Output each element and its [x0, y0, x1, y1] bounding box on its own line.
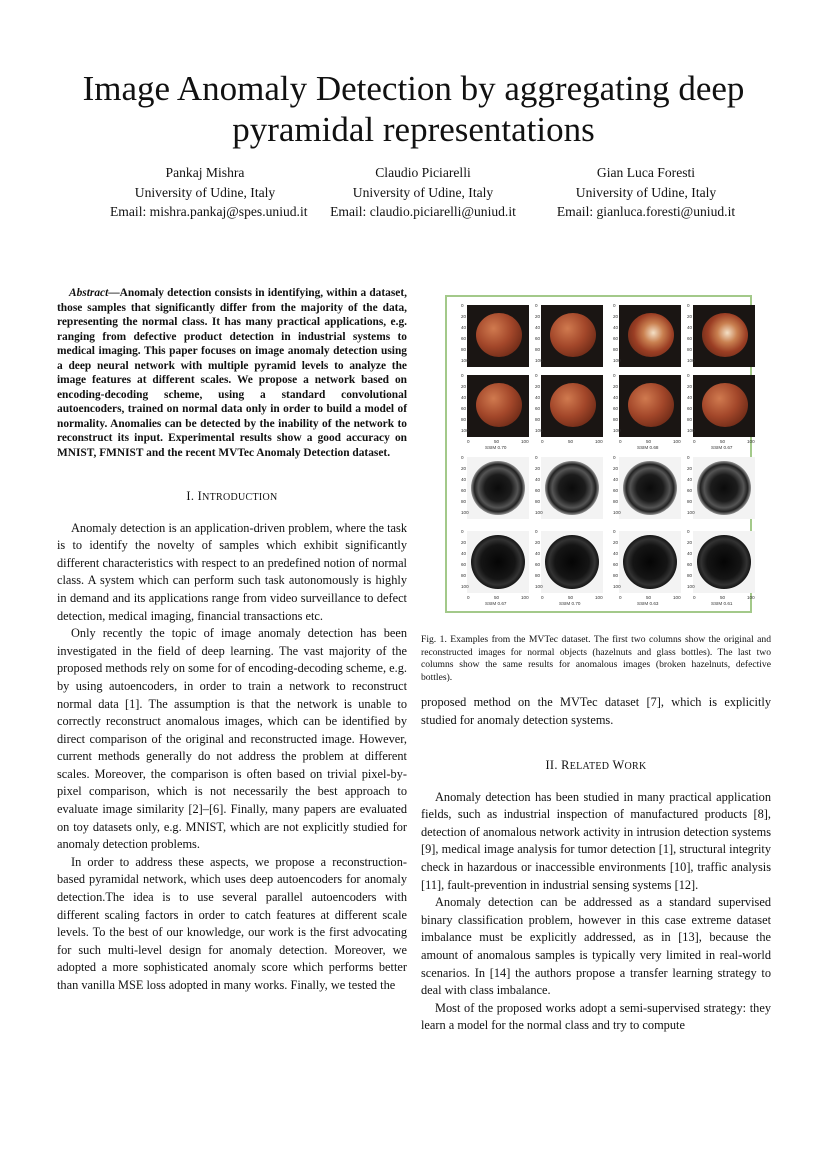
axis-tick-label: 80 — [535, 573, 541, 578]
axis-tick-label: 100 — [595, 595, 603, 600]
axis-tick-label: 40 — [535, 395, 541, 400]
axis-tick-label: 20 — [613, 466, 619, 471]
thumbnail-content — [702, 313, 748, 357]
figure-1-image — [445, 295, 755, 613]
axis-tick-label: 100 — [687, 428, 695, 433]
axis-tick-label: 100 — [687, 584, 695, 589]
ssim-label: SSIM 0.67 — [711, 445, 733, 450]
related-paragraph-2: Anomaly detection can be addressed as a standard supervised binary classification problem, however in this case extreme dataset imbalance must be explicitly addressed, as in [13], because the amount of anomalous samples is typically very limited in real-world scenarios. In [14] the authors propose a transfer learning strategy to deal with class imbalance. — [421, 895, 771, 998]
section-heading-introduction: I. INTRODUCTION — [186, 488, 278, 503]
thumbnail-content — [628, 383, 674, 427]
axis-tick-label: 60 — [535, 406, 541, 411]
figure-thumbnail — [619, 305, 681, 367]
ssim-label: SSIM 0.70 — [559, 601, 581, 606]
thumbnail-content — [550, 313, 596, 357]
axis-tick-label: 60 — [687, 336, 693, 341]
ssim-label: SSIM 0.68 — [637, 445, 659, 450]
axis-tick-label: 20 — [535, 314, 541, 319]
axis-tick-label: 80 — [613, 573, 619, 578]
figure-thumbnail — [467, 457, 529, 519]
axis-tick-label: 60 — [613, 562, 619, 567]
figure-thumbnail — [541, 305, 603, 367]
axis-tick-label: 0 — [619, 439, 622, 444]
axis-tick-label: 80 — [687, 417, 693, 422]
axis-tick-label: 0 — [613, 529, 616, 534]
axis-tick-label: 80 — [613, 499, 619, 504]
axis-tick-label: 40 — [535, 477, 541, 482]
thumbnail-content — [623, 535, 677, 589]
axis-tick-label: 0 — [535, 455, 538, 460]
axis-tick-label: 80 — [687, 499, 693, 504]
axis-tick-label: 100 — [461, 358, 469, 363]
axis-tick-label: 100 — [535, 428, 543, 433]
axis-tick-label: 0 — [461, 303, 464, 308]
figure-thumbnail — [541, 375, 603, 437]
author-block-2 — [320, 163, 526, 222]
axis-tick-label: 100 — [687, 510, 695, 515]
thumbnail-content — [545, 461, 599, 515]
axis-tick-label: 100 — [535, 510, 543, 515]
axis-tick-label: 20 — [461, 540, 467, 545]
author-email: Email: gianluca.foresti@uniud.it — [556, 204, 736, 219]
thumbnail-content — [471, 535, 525, 589]
author-email: Email: claudio.piciarelli@uniud.it — [330, 204, 516, 219]
axis-tick-label: 60 — [461, 562, 467, 567]
axis-tick-label: 100 — [613, 358, 621, 363]
author-affiliation: University of Udine, Italy — [575, 184, 717, 200]
axis-tick-label: 20 — [613, 384, 619, 389]
figure-thumbnail — [467, 305, 529, 367]
axis-tick-label: 80 — [535, 499, 541, 504]
axis-tick-label: 80 — [461, 499, 467, 504]
axis-tick-label: 0 — [535, 373, 538, 378]
figure-caption: Fig. 1. Examples from the MVTec dataset. The first two columns show the original and reconstructed images for normal objects (hazelnuts and glass bottles). The last two columns show the same results for anomalous images (broken hazelnuts, defective bottles). — [421, 634, 771, 683]
axis-tick-label: 100 — [687, 358, 695, 363]
ssim-label: SSIM 0.63 — [637, 601, 659, 606]
axis-tick-label: 40 — [613, 395, 619, 400]
axis-tick-label: 40 — [687, 325, 693, 330]
axis-tick-label: 0 — [541, 439, 544, 444]
axis-tick-label: 60 — [461, 336, 467, 341]
axis-tick-label: 60 — [687, 488, 693, 493]
author-affiliation: University of Udine, Italy — [352, 184, 494, 200]
axis-tick-label: 0 — [467, 595, 470, 600]
axis-tick-label: 60 — [461, 406, 467, 411]
axis-tick-label: 20 — [535, 466, 541, 471]
axis-tick-label: 40 — [613, 551, 619, 556]
figure-thumbnail — [541, 457, 603, 519]
axis-tick-label: 100 — [613, 428, 621, 433]
thumbnail-content — [623, 461, 677, 515]
figure-thumbnail — [619, 531, 681, 593]
axis-tick-label: 0 — [693, 439, 696, 444]
axis-tick-label: 100 — [747, 595, 755, 600]
thumbnail-content — [628, 313, 674, 357]
thumbnail-content — [545, 535, 599, 589]
axis-tick-label: 20 — [461, 384, 467, 389]
axis-tick-label: 60 — [613, 336, 619, 341]
axis-tick-label: 20 — [687, 466, 693, 471]
axis-tick-label: 100 — [595, 439, 603, 444]
axis-tick-label: 60 — [535, 336, 541, 341]
axis-tick-label: 20 — [687, 384, 693, 389]
axis-tick-label: 0 — [619, 595, 622, 600]
axis-tick-label: 100 — [461, 428, 469, 433]
author-name: Gian Luca Foresti — [596, 165, 696, 180]
axis-tick-label: 60 — [535, 562, 541, 567]
axis-tick-label: 20 — [613, 540, 619, 545]
axis-tick-label: 100 — [521, 595, 529, 600]
thumbnail-content — [697, 461, 751, 515]
axis-tick-label: 40 — [535, 551, 541, 556]
axis-tick-label: 50 — [568, 595, 574, 600]
axis-tick-label: 40 — [687, 551, 693, 556]
thumbnail-content — [471, 461, 525, 515]
axis-tick-label: 80 — [687, 573, 693, 578]
axis-tick-label: 100 — [461, 510, 469, 515]
axis-tick-label: 0 — [687, 455, 690, 460]
axis-tick-label: 20 — [535, 384, 541, 389]
axis-tick-label: 40 — [461, 395, 467, 400]
intro-paragraph-1: Anomaly detection is an application-driven problem, where the task is to identify the novelty of samples which exhibit significantly different characteristics with respect to an predefined notion of normal class. A system which can perform such task autonomously is highly in demand and its applications range from video surveillance to defect detection, medical imaging, financial transactions etc. — [57, 520, 407, 623]
axis-tick-label: 40 — [687, 395, 693, 400]
axis-tick-label: 80 — [461, 417, 467, 422]
axis-tick-label: 100 — [613, 584, 621, 589]
axis-tick-label: 20 — [535, 540, 541, 545]
figure-thumbnail — [693, 531, 755, 593]
axis-tick-label: 0 — [687, 303, 690, 308]
axis-tick-label: 60 — [687, 406, 693, 411]
right-column — [421, 634, 771, 1035]
ssim-label: SSIM 0.70 — [485, 445, 507, 450]
axis-tick-label: 80 — [461, 573, 467, 578]
intro-continuation: proposed method on the MVTec dataset [7], which is explicitly studied for anomaly detection systems. — [421, 695, 771, 727]
axis-tick-label: 50 — [494, 439, 500, 444]
axis-tick-label: 0 — [467, 439, 470, 444]
ssim-label: SSIM 0.61 — [711, 601, 733, 606]
author-name: Claudio Piciarelli — [375, 165, 471, 180]
axis-tick-label: 60 — [613, 406, 619, 411]
intro-paragraph-3: In order to address these aspects, we propose a reconstruction-based pyramidal network, which uses deep autoencoders for anomaly detection.The idea is to use several parallel autoencoders with different scaling factors in order to catch features at different scale levels. To the best of our knowledge, our work is the first advocating for such multi-level design for anomaly detection. Moreover, we adopted a more sophisticated anomaly score which performs better than vanilla MSE loss adopted in many works. Finally, we tested the — [57, 854, 407, 992]
axis-tick-label: 50 — [720, 595, 726, 600]
axis-tick-label: 0 — [461, 455, 464, 460]
axis-tick-label: 0 — [461, 529, 464, 534]
author-name: Pankaj Mishra — [165, 165, 245, 180]
figure-thumbnail — [467, 531, 529, 593]
axis-tick-label: 0 — [613, 455, 616, 460]
author-block-1 — [110, 163, 308, 222]
thumbnail-content — [476, 383, 522, 427]
axis-tick-label: 20 — [461, 314, 467, 319]
axis-tick-label: 80 — [461, 347, 467, 352]
axis-tick-label: 50 — [646, 439, 652, 444]
axis-tick-label: 50 — [494, 595, 500, 600]
axis-tick-label: 40 — [461, 325, 467, 330]
axis-tick-label: 100 — [461, 584, 469, 589]
axis-tick-label: 60 — [687, 562, 693, 567]
figure-thumbnail — [619, 457, 681, 519]
axis-tick-label: 0 — [461, 373, 464, 378]
axis-tick-label: 0 — [613, 373, 616, 378]
related-paragraph-3: Most of the proposed works adopt a semi-supervised strategy: they learn a model for the normal class and try to compute — [421, 1000, 771, 1033]
intro-paragraph-2: Only recently the topic of image anomaly detection has been investigated in the field of deep learning. The vast majority of the proposed methods rely on some for of encoding-decoding scheme, e.g. by using autoencoders, in order to train a network to reconstruct normal data [1]. The assumption is that the network is unable to correctly reconstruct anomalous images, which can be identified by direct comparison of the original and reconstructed image. However, current methods generally do not address the problem at different scales. Moreover, the comparison is often based on trivial pixel-by-pixel comparison, which is not necessarily the best approach to evaluate image similarity [2]–[6]. Finally, many papers are evaluated on toy datasets only, e.g. MNIST, which are not explicitly studied for anomaly detection problems. — [57, 626, 407, 852]
axis-tick-label: 100 — [535, 584, 543, 589]
axis-tick-label: 80 — [535, 417, 541, 422]
axis-tick-label: 100 — [535, 358, 543, 363]
axis-tick-label: 0 — [535, 303, 538, 308]
abstract-text: —Anomaly detection consists in identifying, within a dataset, those samples that significantly differ from the majority of the data, representing the normal class. It has many practical applications, e.g. ranging from defective product detection in industrial systems to medical imaging. This paper focuses on image anomaly detection using a deep neural network with multiple pyramid levels to analyze the image features at different scales. We propose a network based on encoding-decoding scheme, using a standard convolutional autoencoders, trained on normal data only in order to build a model of normality. Anomalies can be detected by the inability of the network to reconstruct its input. Experimental results show a good accuracy on MNIST, FMNIST and the recent MVTec Anomaly Detection dataset. — [57, 287, 407, 460]
thumbnail-content — [550, 383, 596, 427]
axis-tick-label: 60 — [535, 488, 541, 493]
axis-tick-label: 60 — [613, 488, 619, 493]
axis-tick-label: 40 — [687, 477, 693, 482]
axis-tick-label: 0 — [541, 595, 544, 600]
axis-tick-label: 40 — [613, 325, 619, 330]
axis-tick-label: 100 — [673, 595, 681, 600]
axis-tick-label: 40 — [613, 477, 619, 482]
author-email: Email: mishra.pankaj@spes.uniud.it — [110, 204, 308, 219]
left-column — [57, 286, 407, 995]
related-paragraph-1: Anomaly detection has been studied in many practical application fields, such as industrial inspection of manufactured products [8], detection of anomalous network activity in intrusion detection systems [9], medical image analysis for tumor detection [1], structural integrity check in hazardous or inaccessible environments [10], traffic analysis [11], fault-prevention in industrial sensing systems [12]. — [421, 789, 771, 892]
axis-tick-label: 50 — [568, 439, 574, 444]
axis-tick-label: 0 — [687, 373, 690, 378]
axis-tick-label: 20 — [687, 314, 693, 319]
axis-tick-label: 60 — [461, 488, 467, 493]
axis-tick-label: 0 — [613, 303, 616, 308]
thumbnail-content — [702, 383, 748, 427]
ssim-label: SSIM 0.67 — [485, 601, 507, 606]
figure-thumbnail — [693, 457, 755, 519]
figure-thumbnail — [467, 375, 529, 437]
axis-tick-label: 80 — [535, 347, 541, 352]
author-block-3 — [546, 163, 746, 222]
axis-tick-label: 50 — [646, 595, 652, 600]
axis-tick-label: 40 — [535, 325, 541, 330]
thumbnail-content — [697, 535, 751, 589]
figure-thumbnail — [693, 375, 755, 437]
figure-thumbnail — [693, 305, 755, 367]
figure-thumbnail — [541, 531, 603, 593]
paper-title: Image Anomaly Detection by aggregating deep pyramidal representations — [82, 69, 745, 149]
axis-tick-label: 40 — [461, 477, 467, 482]
axis-tick-label: 20 — [461, 466, 467, 471]
abstract-label: Abstract — [69, 287, 109, 299]
axis-tick-label: 100 — [747, 439, 755, 444]
axis-tick-label: 20 — [613, 314, 619, 319]
axis-tick-label: 40 — [461, 551, 467, 556]
axis-tick-label: 100 — [673, 439, 681, 444]
axis-tick-label: 80 — [613, 417, 619, 422]
axis-tick-label: 0 — [535, 529, 538, 534]
author-affiliation: University of Udine, Italy — [134, 184, 276, 200]
axis-tick-label: 50 — [720, 439, 726, 444]
axis-tick-label: 20 — [687, 540, 693, 545]
abstract — [57, 286, 407, 461]
axis-tick-label: 100 — [521, 439, 529, 444]
section-heading-related-work: II. RELATED WORK — [545, 757, 647, 772]
axis-tick-label: 80 — [613, 347, 619, 352]
axis-tick-label: 0 — [693, 595, 696, 600]
figure-thumbnail — [619, 375, 681, 437]
axis-tick-label: 0 — [687, 529, 690, 534]
thumbnail-content — [476, 313, 522, 357]
axis-tick-label: 80 — [687, 347, 693, 352]
axis-tick-label: 100 — [613, 510, 621, 515]
